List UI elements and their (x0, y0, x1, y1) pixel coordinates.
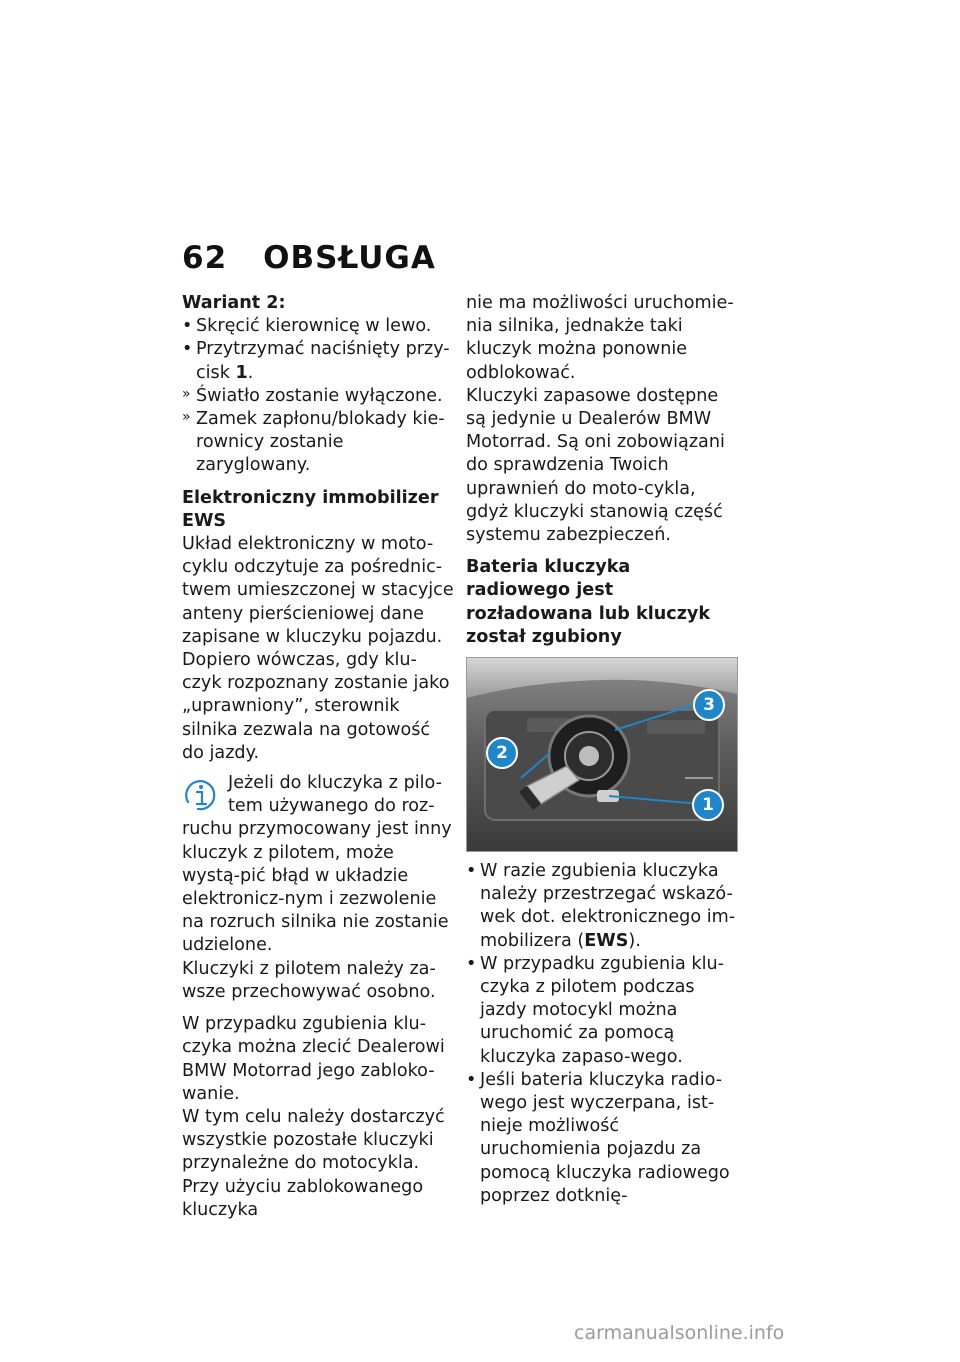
step-item (182, 338, 454, 384)
section-title: OBSŁUGA (263, 240, 436, 276)
bullet-text: Jeśli bateria kluczyka radio-wego jest wyczerpana, ist-nieje możliwość uruchomienia pojazdu za pomocą kluczyka radiowego poprzez dotknię- (480, 1069, 730, 1206)
ews-heading: Elektroniczny immobilizer EWS (182, 487, 439, 531)
step-text-end: . (247, 362, 254, 383)
result-item (182, 385, 454, 408)
note-text-second: Kluczyki z pilotem należy za-wsze przechowywać osobno. (182, 958, 436, 1002)
page-number: 62 (182, 240, 228, 276)
loss-paragraph: W przypadku zgubienia klu-czyka można zlecić Dealerowi BMW Motorrad jego zabloko-wanie. (182, 1014, 445, 1104)
callout-3: 3 (693, 689, 725, 721)
continuation-paragraph: nie ma możliwości uruchomie-nia silnika, jednakże taki kluczyk można ponownie odblokować. (466, 293, 734, 383)
result-text: Światło zostanie wyłączone. (196, 385, 443, 406)
ews-paragraph: Układ elektroniczny w moto-cyklu odczytuje za pośrednic-twem umieszczonej w stacyjce anteny pierścieniowej dane zapisane w kluczyku pojazdu. Dopiero wówczas, gdy klu-czyk rozpoznany zostanie jako „uprawniony”, sterownik silnika zezwala na gotowość do jazdy. (182, 534, 454, 763)
left-column (182, 292, 454, 1222)
bullet-text: W razie zgubienia kluczyka należy przestrzegać wskazó-wek dot. elektronicznego im-mobilizera ( (480, 861, 736, 951)
callout-1: 1 (692, 789, 724, 821)
spare-keys-paragraph: Kluczyki zapasowe dostępne są jedynie u Dealerów BMW Motorrad. Są oni zobowiązani do sprawdzenia Twoich uprawnień do moto-cykla, gdyż kluczyki stanowią część systemu zabezpieczeń. (466, 385, 725, 546)
step-item (182, 315, 454, 338)
result-item (182, 408, 454, 478)
page-header (182, 240, 436, 276)
battery-bullet (466, 953, 738, 1069)
watermark: carmanualsonline.info (574, 1322, 785, 1344)
bullet-text: W przypadku zgubienia klu-czyka z pilotem podczas jazdy motocykl można uruchomić za pomocą kluczyka zapaso-wego. (480, 953, 724, 1067)
button-reference: 1 (235, 362, 248, 383)
variant-heading: Wariant 2: (182, 293, 286, 313)
ews-reference: EWS (584, 930, 629, 951)
right-column (466, 292, 738, 1208)
battery-bullet (466, 1069, 738, 1208)
battery-bullet (466, 860, 738, 953)
step-text: Przytrzymać naciśnięty przy-cisk (196, 339, 450, 383)
ignition-lock-figure (466, 657, 738, 852)
loss-paragraph-continued: W tym celu należy dostarczyć wszystkie pozostałe kluczyki przynależne do motocykla. Przy użyciu zablokowanego kluczyka (182, 1106, 445, 1220)
note-text: Jeżeli do kluczyka z pilo-tem używanego do roz-ruchu przymocowany jest inny kluczyk z pilotem, może wystą-pić błąd w układzie elektronicz-nym i zezwolenie na rozruch silnika nie zostanie udzielone. (182, 773, 452, 956)
result-text: Zamek zapłonu/blokady kie-rownicy zostanie zaryglowany. (196, 409, 445, 476)
battery-heading: Bateria kluczyka radiowego jest rozładowana lub kluczyk został zgubiony (466, 557, 711, 647)
info-note (182, 772, 454, 1004)
bullet-text-end: ). (628, 930, 641, 951)
callout-2: 2 (486, 737, 518, 769)
info-icon (182, 776, 220, 814)
step-text: Skręcić kierownicę w lewo. (196, 316, 432, 337)
